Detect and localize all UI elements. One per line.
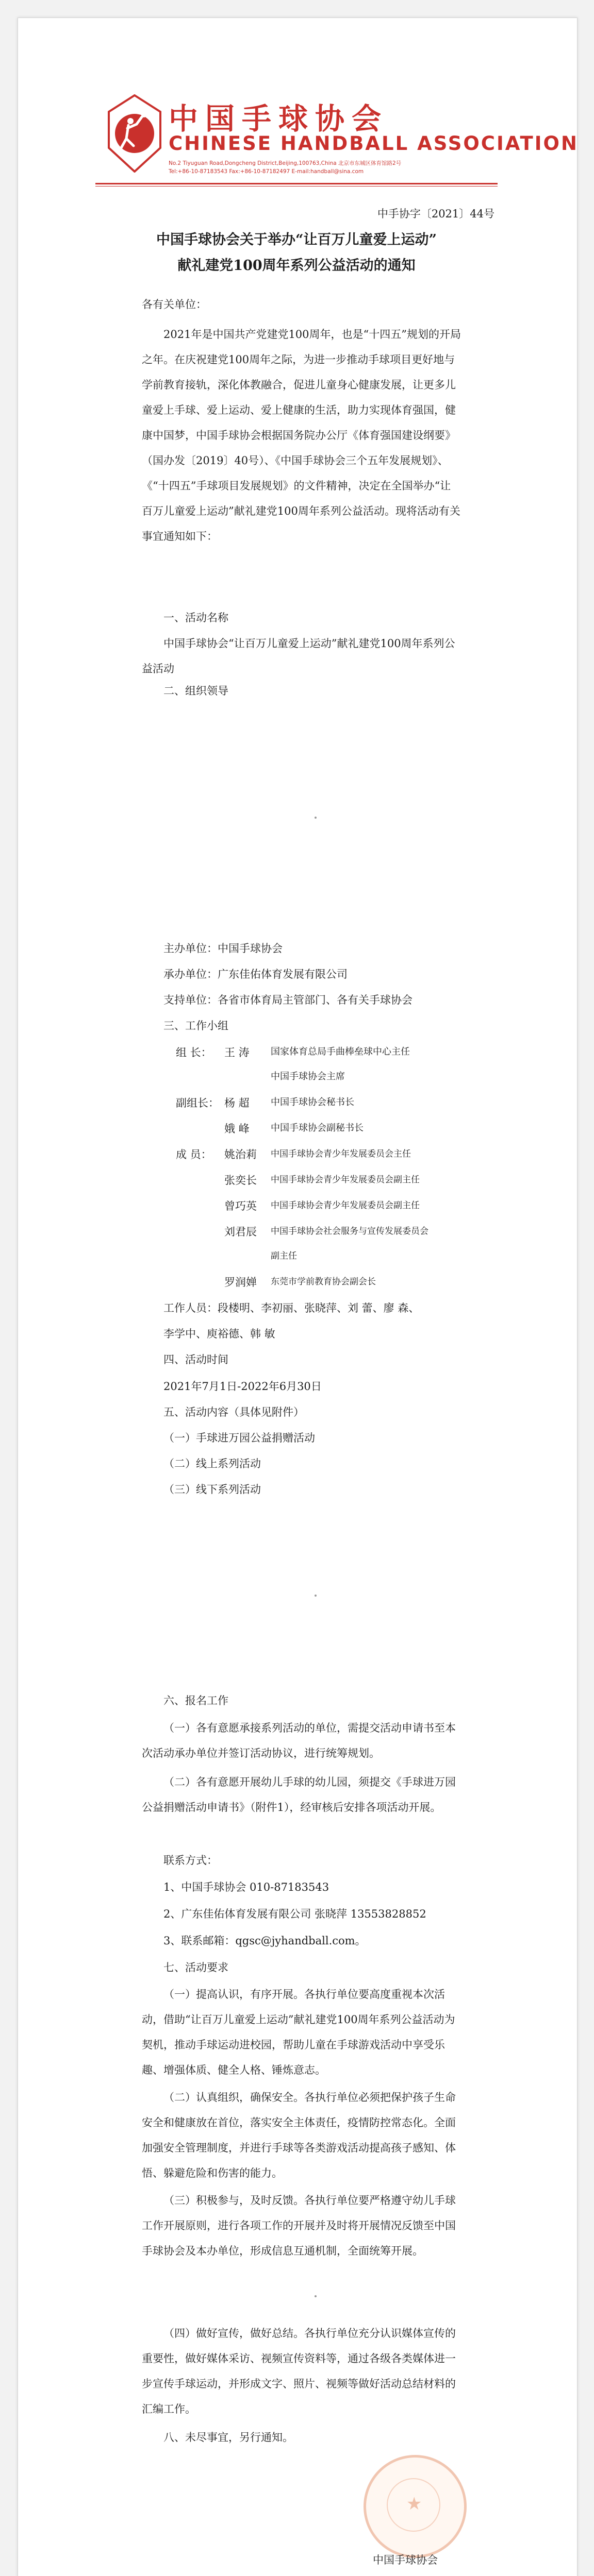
leader-role-2: 中国手球协会主席: [271, 1071, 345, 1082]
member-3-role: 中国手球协会青少年发展委员会副主任: [271, 1200, 420, 1211]
content-item-3: （三）线下系列活动: [163, 1483, 261, 1496]
content-item-2: （二）线上系列活动: [163, 1458, 261, 1470]
leader-role-1: 国家体育总局手曲棒垒球中心主任: [271, 1046, 410, 1057]
vice-leader-1-name: 杨 超: [224, 1097, 250, 1109]
document-number: 中手协字〔2021〕44号: [377, 208, 494, 220]
section-8-heading: 八、未尽事宜，另行通知。: [163, 2431, 293, 2444]
document-title-line1: 中国手球协会关于举办“让百万儿童爱上运动”: [156, 232, 437, 248]
member-5-role: 东莞市学前教育协会副会长: [271, 1277, 376, 1287]
leader-name: 王 涛: [224, 1046, 250, 1059]
header-rule-thin: [95, 186, 498, 187]
activity-period: 2021年7月1日-2022年6月30日: [163, 1380, 322, 1393]
section-1-text: 中国手球协会“让百万儿童爱上运动”献礼建党100周年系列公益活动: [142, 637, 455, 675]
contact-heading: 联系方式：: [163, 1854, 218, 1867]
vice-leader-2-name: 娥 峰: [224, 1123, 250, 1135]
member-4-role-1: 中国手球协会社会服务与宣传发展委员会: [271, 1226, 428, 1236]
org-contact: Tel:+86-10-87183543 Fax:+86-10-87182497 E-mail:handball@sina.com: [169, 168, 364, 175]
contact-3: 3、联系邮箱：qgsc@jyhandball.com。: [163, 1935, 366, 1947]
supporting-unit: 支持单位：各省市体育局主管部门、各有关手球协会: [163, 994, 412, 1006]
registration-item-1: （一）各有意愿承接系列活动的单位，需提交活动申请书至本次活动承办单位并签订活动协议，进行统筹规划。: [142, 1722, 456, 1759]
section-5-heading: 五、活动内容（具体见附件）: [163, 1406, 304, 1418]
requirement-4: （四）做好宣传，做好总结。各执行单位充分认识媒体宣传的重要性，做好媒体采访、视频宣传资料等，通过各级各类媒体进一步宣传手球运动，并形成文字、照片、视频等做好活动总结材料的汇编工作。: [142, 2327, 456, 2415]
section-3-heading: 三、工作小组: [163, 1020, 228, 1032]
handball-logo-icon: [106, 94, 163, 173]
vice-leader-2-role: 中国手球协会副秘书长: [271, 1123, 364, 1133]
document-title-line2: 献礼建党100周年系列公益活动的通知: [177, 258, 416, 274]
official-seal-icon: ★: [364, 2455, 467, 2558]
registration-item-2: （二）各有意愿开展幼儿手球的幼儿园，须提交《手球进万园公益捐赠活动申请书》（附件1），经审核后安排各项活动开展。: [142, 1776, 456, 1814]
salutation: 各有关单位：: [142, 298, 207, 311]
member-4-role-2: 副主任: [271, 1251, 297, 1261]
staff-line-1: 工作人员：段楼明、李初丽、张晓萍、刘 蕾、廖 森、: [163, 1302, 420, 1314]
section-2-heading: 二、组织领导: [163, 685, 228, 697]
vice-leader-1-role: 中国手球协会秘书长: [271, 1097, 354, 1108]
page-marker: [315, 2295, 317, 2297]
header-rule: [95, 183, 498, 184]
requirement-1: （一）提高认识，有序开展。各执行单位要高度重视本次活动，借助“让百万儿童爱上运动”献礼建党100周年系列公益活动为契机，推动手球运动进校园，帮助儿童在手球游戏活动中享受乐趣、增强体质、健全人格、锤炼意志。: [142, 1988, 455, 2076]
section-7-heading: 七、活动要求: [163, 1961, 228, 1974]
staff-line-2: 李学中、庾裕德、韩 敏: [163, 1328, 275, 1340]
signature-org: 中国手球协会: [373, 2554, 438, 2566]
organizer-unit: 承办单位：广东佳佑体育发展有限公司: [163, 968, 348, 980]
members-label: 成 员：: [176, 1148, 212, 1161]
section-4-heading: 四、活动时间: [163, 1353, 228, 1366]
member-3-name: 曾巧英: [224, 1200, 257, 1212]
vice-leader-label: 副组长：: [176, 1097, 219, 1109]
host-unit: 主办单位：中国手球协会: [163, 942, 283, 955]
section-6-heading: 六、报名工作: [163, 1694, 228, 1707]
org-address: No.2 Tiyuguan Road,Dongcheng District,Beijing,100763,China 北京市东城区体育馆路2号: [169, 160, 402, 166]
contact-2: 2、广东佳佑体育发展有限公司 张晓萍 13553828852: [163, 1908, 426, 1920]
org-name-cn: 中国手球协会: [169, 102, 388, 136]
member-5-name: 罗润婵: [224, 1276, 257, 1289]
document-page: [18, 18, 578, 2576]
page-marker: [315, 817, 317, 819]
content-item-1: （一）手球进万园公益捐赠活动: [163, 1432, 315, 1444]
member-4-name: 刘君辰: [224, 1226, 257, 1238]
requirement-3: （三）积极参与，及时反馈。各执行单位要严格遵守幼儿手球工作开展原则，进行各项工作的开展并及时将开展情况反馈至中国手球协会及本办单位，形成信息互通机制，全面统筹开展。: [142, 2194, 456, 2257]
member-1-name: 姚治莉: [224, 1148, 257, 1161]
contact-1: 1、中国手球协会 010-87183543: [163, 1881, 329, 1893]
requirement-2: （二）认真组织，确保安全。各执行单位必须把保护孩子生命安全和健康放在首位，落实安全主体责任，疫情防控常态化。全面加强安全管理制度，并进行手球等各类游戏活动提高孩子感知、体悟、躲避危险和伤害的能力。: [142, 2091, 456, 2179]
member-2-name: 张奕长: [224, 1174, 257, 1187]
member-1-role: 中国手球协会青少年发展委员会主任: [271, 1149, 411, 1159]
leader-label: 组 长：: [176, 1046, 212, 1059]
section-1-heading: 一、活动名称: [163, 612, 228, 624]
member-2-role: 中国手球协会青少年发展委员会副主任: [271, 1175, 420, 1185]
org-name-en: CHINESE HANDBALL ASSOCIATION: [169, 132, 579, 155]
intro-paragraph: 2021年是中国共产党建党100周年，也是“十四五”规划的开局之年。在庆祝建党100周年之际，为进一步推动手球项目更好地与学前教育接轨，深化体教融合，促进儿童身心健康发展，让更多儿童爱上手球、爱上运动、爱上健康的生活，助力实现体育强国，健康中国梦，中国手球协会根据国务院办公厅《体育强国建设纲要》（国办发〔2019〕40号）、《中国手球协会三个五年发展规划》、《“十四五”手球项目发展规划》的文件精神，决定在全国举办“让百万儿童爱上运动”献礼建党100周年系列公益活动。现将活动有关事宜通知如下：: [142, 328, 461, 543]
page-marker: [315, 1595, 317, 1597]
